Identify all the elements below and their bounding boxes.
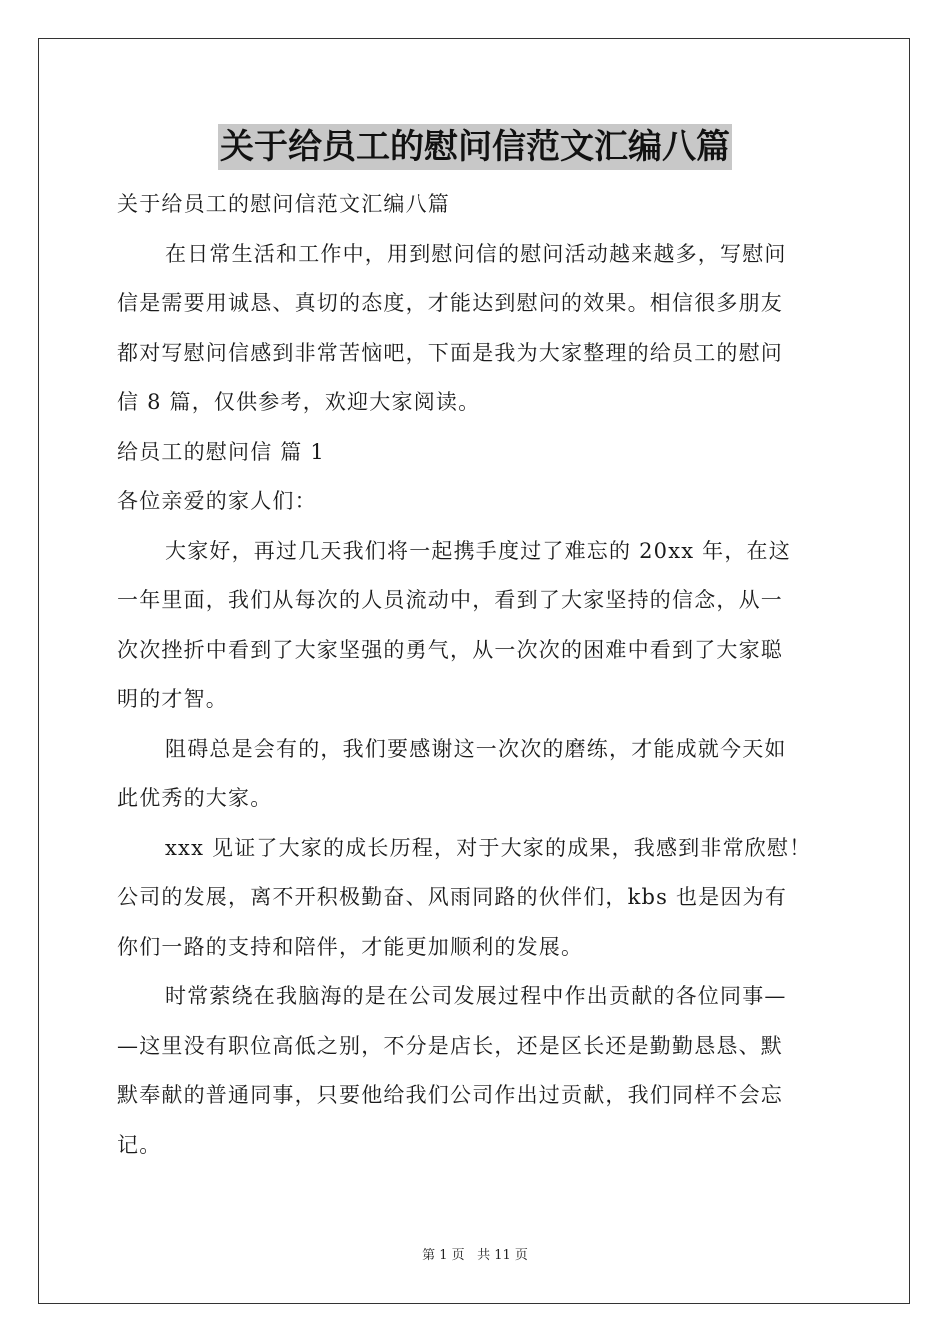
paragraph-line: 阻碍总是会有的，我们要感谢这一次次的磨练，才能成就今天如 bbox=[165, 736, 787, 761]
page-number-current: 第 1 页 bbox=[422, 1248, 465, 1263]
paragraph-line: 信是需要用诚恳、真切的态度，才能达到慰问的效果。相信很多朋友 bbox=[117, 291, 783, 315]
paragraph-line: 记。 bbox=[117, 1132, 162, 1157]
paragraph-line: 公司的发展，离不开积极勤奋、风雨同路的伙伴们，kbs 也是因为有 bbox=[117, 885, 788, 909]
paragraph-line: 一年里面，我们从每次的人员流动中，看到了大家坚持的信念，从一 bbox=[117, 588, 783, 612]
paragraph-line: 此优秀的大家。 bbox=[117, 786, 273, 810]
paragraph-line: —这里没有职位高低之别，不分是店长，还是区长还是勤勤恳恳、默 bbox=[117, 1033, 783, 1058]
section-heading: 给员工的慰问信 篇 1 bbox=[117, 439, 325, 464]
page-footer bbox=[0, 1246, 950, 1266]
paragraph-line: 次次挫折中看到了大家坚强的勇气，从一次次的困难中看到了大家聪 bbox=[117, 637, 783, 662]
document-title: 关于给员工的慰问信范文汇编八篇 bbox=[218, 124, 732, 170]
paragraph-line: 大家好，再过几天我们将一起携手度过了难忘的 20xx 年，在这 bbox=[165, 538, 791, 563]
paragraph-line: 时常萦绕在我脑海的是在公司发展过程中作出贡献的各位同事— bbox=[165, 984, 787, 1008]
salutation-line: 各位亲爱的家人们： bbox=[117, 489, 317, 513]
paragraph-line: 默奉献的普通同事，只要他给我们公司作出过贡献，我们同样不会忘 bbox=[117, 1083, 783, 1107]
paragraph-line: 都对写慰问信感到非常苦恼吧，下面是我为大家整理的给员工的慰问 bbox=[117, 340, 783, 365]
page-number-total: 共 11 页 bbox=[477, 1248, 528, 1263]
subtitle-line: 关于给员工的慰问信范文汇编八篇 bbox=[117, 192, 450, 216]
paragraph-line: 在日常生活和工作中，用到慰问信的慰问活动越来越多，写慰问 bbox=[165, 241, 787, 266]
paragraph-line: 信 8 篇，仅供参考，欢迎大家阅读。 bbox=[117, 390, 481, 414]
paragraph-line: 你们一路的支持和陪伴，才能更加顺利的发展。 bbox=[117, 934, 584, 959]
paragraph-line: xxx 见证了大家的成长历程，对于大家的成果，我感到非常欣慰！ bbox=[165, 835, 812, 860]
paragraph-line: 明的才智。 bbox=[117, 687, 228, 711]
title-container bbox=[0, 124, 950, 170]
document-body bbox=[117, 180, 833, 1170]
